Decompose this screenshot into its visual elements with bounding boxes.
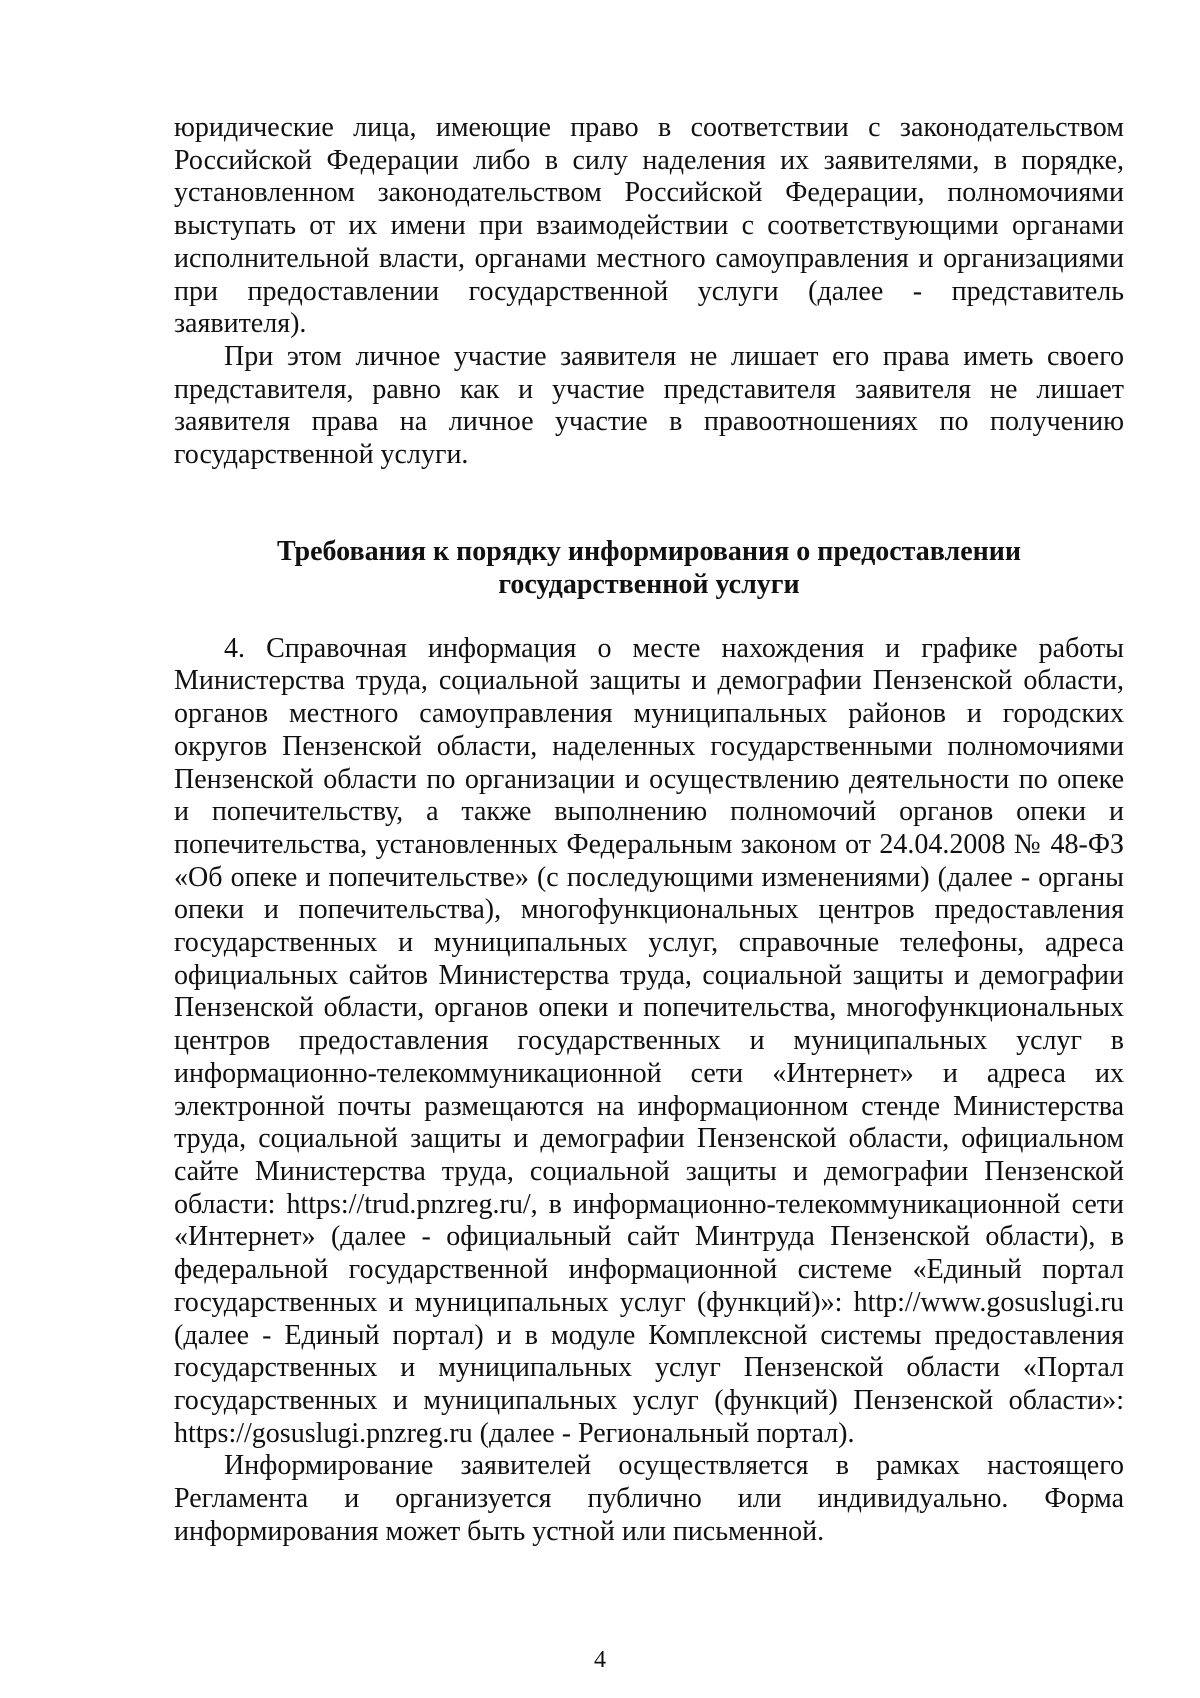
- heading-spacer: [174, 601, 1124, 633]
- paragraph-reference-information: 4. Справочная информация о месте нахождения и графике работы Министерства труда, социальной защиты и демографии Пензенской области, органов местного самоуправления муниципальных районов и городских округов Пензенской области, наделенных государственными полномочиями Пензенской области по организации и осуществлению деятельности по опеке и попечительству, а также выполнению полномочий органов опеки и попечительства, установленных Федеральным законом от 24.04.2008 № 48-ФЗ «Об опеке и попечительстве» (с последующими изменениями) (далее - органы опеки и попечительства), многофункциональных центров предоставления государственных и муниципальных услуг, справочные телефоны, адреса официальных сайтов Министерства труда, социальной защиты и демографии Пензенской области, органов опеки и попечительства, многофункциональных центров предоставления государственных и муниципальных услуг в информационно-телекоммуникационной сети «Интернет» и адреса их электронной почты размещаются на информационном стенде Министерства труда, социальной защиты и демографии Пензенской области, официальном сайте Министерства труда, социальной защиты и демографии Пензенской области: https://trud.pnzreg.ru/, в информационно-телекоммуникационной сети «Интернет» (далее - официальный сайт Минтруда Пензенской области), в федеральной государственной информационной системе «Единый портал государственных и муниципальных услуг (функций)»: http://www.gosuslugi.ru (далее - Единый портал) и в модуле Комплексной системы предоставления государственных и муниципальных услуг Пензенской области «Портал государственных и муниципальных услуг (функций) Пензенской области»: https://gosuslugi.pnzreg.ru (далее - Региональный портал).: [174, 632, 1124, 1449]
- page-number: 4: [594, 1647, 606, 1673]
- section-heading-line-2: государственной услуги: [498, 568, 800, 600]
- section-heading: [174, 535, 1124, 601]
- paragraph-personal-participation: При этом личное участие заявителя не лишает его права иметь своего представителя, равно как и участие представителя заявителя не лишает заявителя права на личное участие в правоотношениях по получению государственной услуги.: [174, 340, 1124, 471]
- document-page: [174, 112, 1124, 1548]
- paragraph-informing-applicants: Информирование заявителей осуществляется в рамках настоящего Регламента и организуется публично или индивидуально. Форма информирования может быть устной или письменной.: [174, 1450, 1124, 1547]
- section-heading-line-1: Требования к порядку информирования о предоставлении: [276, 535, 1022, 567]
- paragraph-applicant-representatives: юридические лица, имеющие право в соответствии с законодательством Российской Федерации либо в силу наделения их заявителями, в порядке, установленном законодательством Российской Федерации, полномочиями выступать от их имени при взаимодействии с соответствующими органами исполнительной власти, органами местного самоуправления и организациями при предоставлении государственной услуги (далее - представитель заявителя).: [174, 112, 1124, 340]
